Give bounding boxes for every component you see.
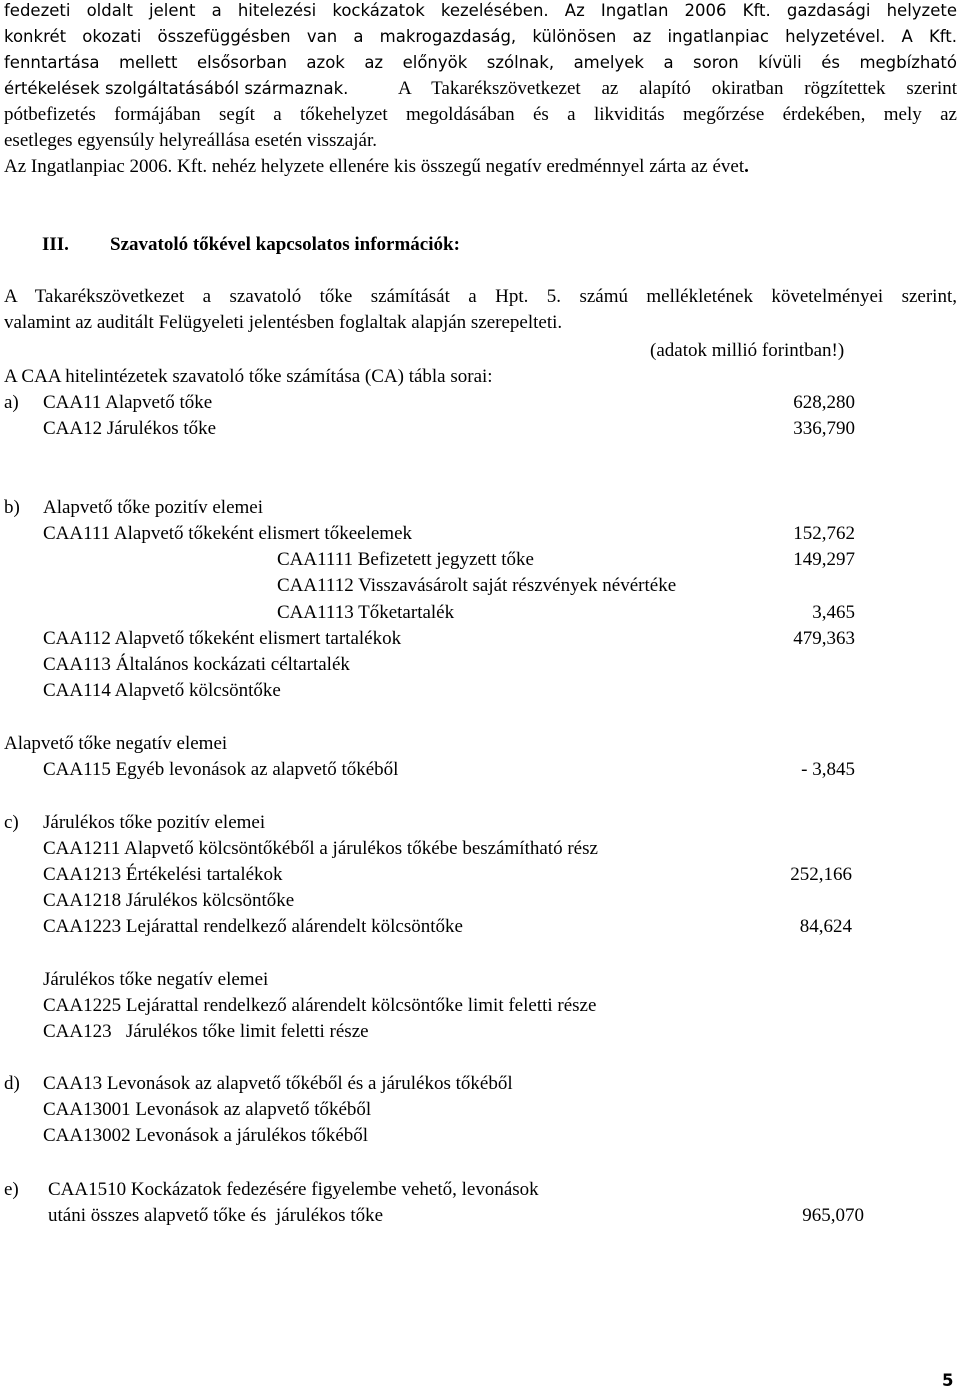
row-label: CAA1213 Értékelési tartalékok [43, 864, 283, 885]
intro-line: fenntartása mellett elsősorban azok az előnyök szólnak, amelyek a soron kívüli és megbízható [4, 53, 957, 72]
item-marker: a) [4, 392, 19, 413]
intro-line: A Takarékszövetkezet az alapító okiratban rögzítettek szerint [398, 78, 957, 99]
intro-line: esetleges egyensúly helyreállása esetén visszajár. [4, 130, 377, 151]
intro-line: Az Ingatlanpiac 2006. Kft. nehéz helyzete ellenére kis összegű negatív eredménnyel zárta az évet. [4, 156, 749, 177]
intro-line: konkrét okozati összefüggésben van a makrogazdaság, különösen az ingatlanpiac helyzetével. A Kft. [4, 27, 957, 46]
row-label: CAA1113 Tőketartalék [277, 602, 455, 623]
row-value: 3,465 [812, 602, 855, 623]
para-line: valamint az auditált Felügyeleti jelentésben foglaltak alapján szerepelteti. [4, 312, 563, 333]
row-value: 84,624 [799, 916, 852, 937]
row-label: CAA113 Általános kockázati céltartalék [43, 654, 350, 675]
row-label: utáni összes alapvető tőke és járulékos tőke [48, 1205, 384, 1226]
row-label: CAA1211 Alapvető kölcsöntőkéből a járulékos tőkébe beszámítható rész [43, 838, 598, 859]
row-label: CAA1510 Kockázatok fedezésére figyelembe vehető, levonások [48, 1179, 539, 1200]
section-title: Szavatoló tőkével kapcsolatos információk: [110, 234, 460, 255]
row-heading: Alapvető tőke pozitív elemei [43, 497, 264, 518]
row-label: CAA12 Járulékos tőke [43, 418, 217, 439]
row-value: 479,363 [793, 628, 855, 649]
row-heading: Járulékos tőke negatív elemei [43, 969, 269, 990]
row-value: 149,297 [793, 549, 855, 570]
row-label: CAA1111 Befizetett jegyzett tőke [277, 549, 534, 570]
row-heading: Alapvető tőke negatív elemei [4, 733, 228, 754]
row-label: CAA11 Alapvető tőke [43, 392, 213, 413]
row-label: CAA13002 Levonások a járulékos tőkéből [43, 1125, 369, 1146]
intro-line: értékelések szolgáltatásából származnak. [4, 79, 349, 98]
row-label: CAA115 Egyéb levonások az alapvető tőkéből [43, 759, 399, 780]
row-value: 965,070 [802, 1205, 864, 1226]
row-label: CAA123 Járulékos tőke limit feletti része [43, 1021, 369, 1042]
row-label: CAA13001 Levonások az alapvető tőkéből [43, 1099, 372, 1120]
item-marker: c) [4, 812, 19, 833]
row-label: CAA1218 Járulékos kölcsöntőke [43, 890, 295, 911]
row-value: 628,280 [793, 392, 855, 413]
intro-line: fedezeti oldalt jelent a hitelezési kockázatok kezelésében. Az Ingatlan 2006 Kft. gazdasági helyzete [4, 1, 957, 20]
row-label: CAA112 Alapvető tőkeként elismert tartalékok [43, 628, 402, 649]
row-label: CAA1223 Lejárattal rendelkező alárendelt kölcsöntőke [43, 916, 463, 937]
row-label: CAA114 Alapvető kölcsöntőke [43, 680, 281, 701]
page-number: 5 [942, 1371, 954, 1390]
row-label: CAA111 Alapvető tőkeként elismert tőkeelemek [43, 523, 412, 544]
para-line: A Takarékszövetkezet a szavatoló tőke számítását a Hpt. 5. számú mellékletének követelményei szerint, [4, 286, 957, 307]
section-number: III. [42, 234, 69, 255]
row-label: CAA13 Levonások az alapvető tőkéből és a járulékos tőkéből [43, 1073, 513, 1094]
row-heading: Járulékos tőke pozitív elemei [43, 812, 266, 833]
row-label: CAA1225 Lejárattal rendelkező alárendelt kölcsöntőke limit feletti része [43, 995, 597, 1016]
table-intro: A CAA hitelintézetek szavatoló tőke számítása (CA) tábla sorai: [4, 366, 493, 387]
item-marker: b) [4, 497, 20, 518]
unit-note: (adatok millió forintban!) [650, 340, 845, 361]
item-marker: d) [4, 1073, 20, 1094]
intro-line: pótbefizetés formájában segít a tőkehelyzet megoldásában és a likviditás megőrzése érdekében, mely az [4, 104, 957, 125]
row-value: 152,762 [793, 523, 855, 544]
item-marker: e) [4, 1179, 19, 1200]
row-value: 336,790 [793, 418, 855, 439]
row-label: CAA1112 Visszavásárolt saját részvények névértéke [277, 575, 677, 596]
row-value: - 3,845 [801, 759, 855, 780]
row-value: 252,166 [790, 864, 852, 885]
